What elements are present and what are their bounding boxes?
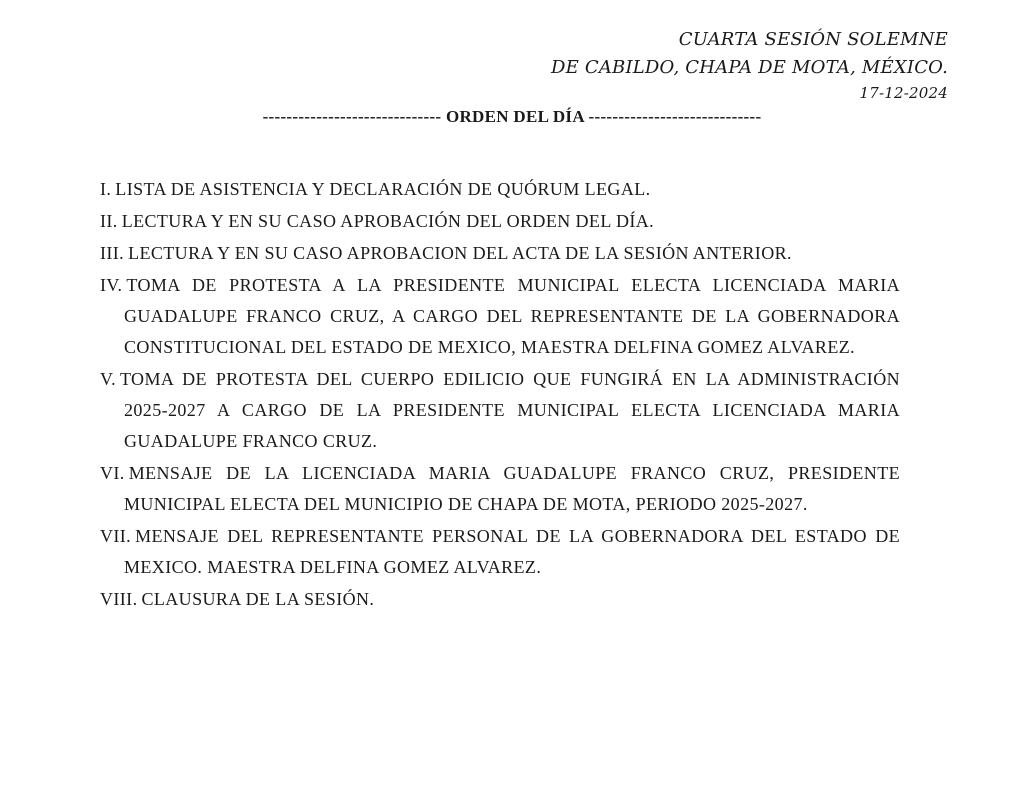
agenda-item-number: VI. — [100, 463, 125, 483]
agenda-item-2 — [100, 206, 900, 237]
order-of-day-title: ------------------------------ ORDEN DEL DÍA ----------------------------- — [262, 107, 762, 126]
agenda-item-number: III. — [100, 243, 125, 263]
agenda-item-text: TOMA DE PROTESTA A LA PRESIDENTE MUNICIPAL ELECTA LICENCIADA MARIA GUADALUPE FRANCO CRUZ, A CARGO DEL REPRESENTANTE DE LA GOBERNADORA CONSTITUCIONAL DEL ESTADO DE MEXICO, MAESTRA DELFINA GOMEZ ALVAREZ. — [124, 275, 900, 357]
header-session-place: DE CABILDO, CHAPA DE MOTA, MÉXICO. — [550, 57, 948, 78]
agenda-item-text: CLAUSURA DE LA SESIÓN. — [141, 589, 375, 609]
agenda-item-text: MENSAJE DE LA LICENCIADA MARIA GUADALUPE FRANCO CRUZ, PRESIDENTE MUNICIPAL ELECTA DEL MUNICIPIO DE CHAPA DE MOTA, PERIODO 2025-2027. — [124, 463, 900, 514]
header-session-title: CUARTA SESIÓN SOLEMNE — [678, 29, 948, 50]
agenda-item-number: VIII. — [100, 589, 138, 609]
agenda-item-text: LISTA DE ASISTENCIA Y DECLARACIÓN DE QUÓRUM LEGAL. — [115, 179, 651, 199]
session-header — [551, 26, 948, 104]
agenda-item-4 — [100, 270, 900, 363]
agenda-item-number: I. — [100, 179, 112, 199]
agenda-item-8 — [100, 584, 900, 615]
agenda-item-text: LECTURA Y EN SU CASO APROBACIÓN DEL ORDEN DEL DÍA. — [121, 211, 655, 231]
agenda-item-number: VII. — [100, 526, 132, 546]
agenda-item-7 — [100, 521, 900, 583]
agenda-item-number: V. — [100, 369, 116, 389]
agenda-item-1 — [100, 174, 900, 205]
agenda-item-number: II. — [100, 211, 118, 231]
agenda-list — [100, 174, 900, 616]
agenda-item-6 — [100, 458, 900, 520]
agenda-item-number: IV. — [100, 275, 123, 295]
agenda-item-3 — [100, 238, 900, 269]
agenda-item-text: TOMA DE PROTESTA DEL CUERPO EDILICIO QUE FUNGIRÁ EN LA ADMINISTRACIÓN 2025-2027 A CARGO DE LA PRESIDENTE MUNICIPAL ELECTA LICENCIADA MARIA GUADALUPE FRANCO CRUZ. — [119, 369, 900, 451]
agenda-item-text: LECTURA Y EN SU CASO APROBACION DEL ACTA DE LA SESIÓN ANTERIOR. — [128, 243, 792, 263]
agenda-item-text: MENSAJE DEL REPRESENTANTE PERSONAL DE LA GOBERNADORA DEL ESTADO DE MEXICO. MAESTRA DELFINA GOMEZ ALVAREZ. — [124, 526, 900, 577]
agenda-item-5 — [100, 364, 900, 457]
header-session-date: 17-12-2024 — [859, 84, 948, 102]
